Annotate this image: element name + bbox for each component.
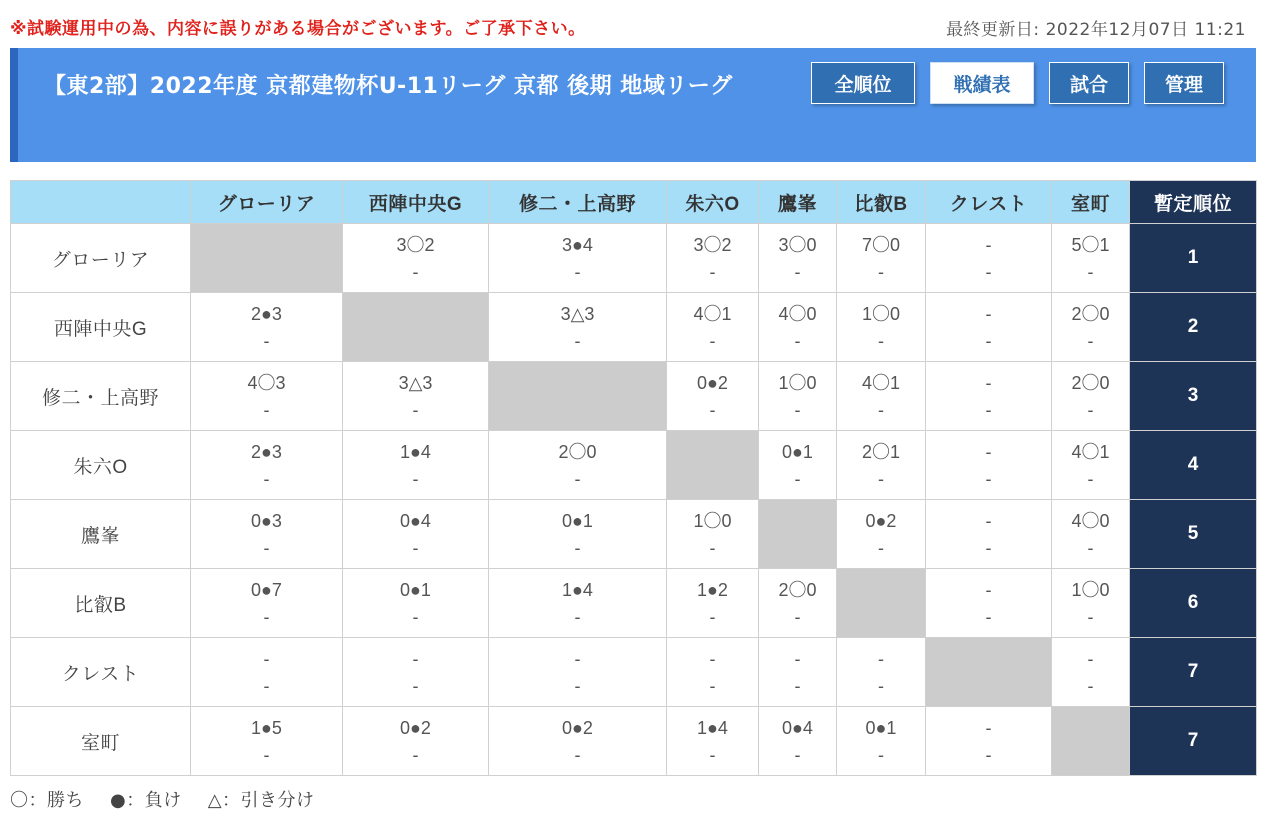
match-result-cell[interactable]	[926, 707, 1052, 776]
match-score: -	[985, 373, 992, 393]
match-second-result: -	[709, 676, 716, 696]
match-score: 1●5	[251, 718, 282, 738]
match-result-cell[interactable]	[926, 500, 1052, 569]
match-second-result: -	[878, 262, 884, 282]
match-second-result: -	[1087, 676, 1094, 696]
match-result-cell[interactable]	[343, 431, 489, 500]
match-score: -	[985, 442, 992, 462]
table-row	[11, 293, 1257, 362]
match-result-cell[interactable]	[191, 431, 343, 500]
header-nav	[811, 62, 1224, 104]
team-name-cell: クレスト	[11, 638, 191, 707]
match-score: 1●4	[400, 442, 431, 462]
match-result-cell[interactable]	[489, 569, 667, 638]
match-score: 0●7	[251, 580, 282, 600]
match-second-result: -	[1087, 607, 1094, 627]
match-score: 4〇0	[1071, 511, 1110, 531]
match-second-result: -	[412, 400, 419, 420]
match-second-result: -	[412, 745, 419, 765]
match-second-result: -	[709, 331, 716, 351]
match-second-result: -	[709, 538, 716, 558]
match-second-result: -	[1087, 538, 1094, 558]
match-second-result: -	[878, 331, 884, 351]
match-score: 1〇0	[778, 373, 817, 393]
team-name-cell: 比叡B	[11, 569, 191, 638]
match-result-cell[interactable]	[667, 500, 759, 569]
table-row	[11, 707, 1257, 776]
match-result-cell[interactable]	[926, 224, 1052, 293]
results-table-container	[10, 180, 1256, 776]
self-match-cell	[343, 293, 489, 362]
match-result-cell[interactable]	[837, 224, 926, 293]
rank-cell: 7	[1130, 707, 1257, 776]
match-second-result: -	[709, 262, 716, 282]
team-name-cell: 鷹峯	[11, 500, 191, 569]
legend-loss: ●：負け	[110, 790, 182, 811]
match-score: -	[985, 580, 992, 600]
results-table	[10, 180, 1257, 776]
match-second-result: -	[985, 400, 992, 420]
match-second-result: -	[985, 262, 992, 282]
column-header: 比叡B	[837, 181, 926, 224]
match-score: 3●4	[562, 235, 593, 255]
match-score: 0●2	[400, 718, 431, 738]
match-second-result: -	[794, 745, 801, 765]
legend-win: 〇：勝ち	[10, 790, 84, 811]
match-result-cell[interactable]	[837, 362, 926, 431]
match-second-result: -	[263, 538, 270, 558]
match-score: 1〇0	[693, 511, 732, 531]
match-result-cell[interactable]	[1052, 638, 1130, 707]
match-score: -	[985, 511, 992, 531]
match-result-cell[interactable]	[191, 293, 343, 362]
match-score: 2〇0	[558, 442, 597, 462]
self-match-cell	[926, 638, 1052, 707]
match-result-cell[interactable]	[1052, 569, 1130, 638]
team-name-cell: 室町	[11, 707, 191, 776]
match-result-cell[interactable]	[191, 362, 343, 431]
match-result-cell[interactable]	[343, 224, 489, 293]
match-second-result: -	[1087, 469, 1094, 489]
match-second-result: -	[794, 676, 801, 696]
match-result-cell[interactable]	[191, 707, 343, 776]
match-result-cell[interactable]	[191, 638, 343, 707]
match-second-result: -	[263, 607, 270, 627]
match-score: 3△3	[398, 373, 433, 393]
match-second-result: -	[709, 607, 716, 627]
match-score: 0●4	[782, 718, 813, 738]
match-score: 4〇1	[861, 373, 901, 393]
match-score: 1●2	[697, 580, 728, 600]
match-result-cell[interactable]	[926, 293, 1052, 362]
rank-cell: 5	[1130, 500, 1257, 569]
match-second-result: -	[985, 469, 992, 489]
match-result-cell[interactable]	[759, 362, 837, 431]
match-score: 4〇0	[778, 304, 817, 324]
self-match-cell	[191, 224, 343, 293]
match-second-result: -	[574, 676, 581, 696]
match-second-result: -	[709, 400, 716, 420]
match-second-result: -	[878, 745, 884, 765]
match-second-result: -	[574, 607, 581, 627]
match-second-result: -	[574, 538, 581, 558]
match-score: 2〇0	[1071, 373, 1110, 393]
match-second-result: -	[263, 745, 270, 765]
match-second-result: -	[794, 400, 801, 420]
match-result-cell[interactable]	[489, 638, 667, 707]
match-score: -	[985, 718, 992, 738]
match-second-result: -	[878, 676, 884, 696]
match-score: 4〇3	[247, 373, 286, 393]
match-second-result: -	[412, 676, 419, 696]
self-match-cell	[489, 362, 667, 431]
match-score: 2〇0	[778, 580, 817, 600]
match-result-cell[interactable]	[489, 293, 667, 362]
match-result-cell[interactable]	[343, 362, 489, 431]
match-score: 0●3	[251, 511, 282, 531]
match-second-result: -	[794, 469, 801, 489]
rank-cell: 1	[1130, 224, 1257, 293]
column-header: 朱六O	[667, 181, 759, 224]
table-body	[11, 224, 1257, 776]
match-score: 1〇0	[1071, 580, 1110, 600]
match-second-result: -	[878, 469, 884, 489]
match-result-cell[interactable]	[343, 500, 489, 569]
match-score: -	[1087, 649, 1094, 669]
match-second-result: -	[263, 469, 270, 489]
match-second-result: -	[263, 676, 270, 696]
match-result-cell[interactable]	[667, 362, 759, 431]
match-score: 0●4	[400, 511, 431, 531]
match-score: -	[985, 304, 992, 324]
match-result-cell[interactable]	[343, 638, 489, 707]
match-result-cell[interactable]	[191, 569, 343, 638]
match-score: 2〇0	[1071, 304, 1110, 324]
match-second-result: -	[1087, 331, 1094, 351]
match-score: -	[985, 235, 992, 255]
match-score: 7〇0	[861, 235, 901, 255]
match-score: -	[263, 649, 270, 669]
match-second-result: -	[1087, 400, 1094, 420]
nav-all-standings-button[interactable]: 全順位	[811, 62, 915, 104]
match-score: 2〇1	[861, 442, 901, 462]
match-second-result: -	[985, 607, 992, 627]
match-score: 5〇1	[1071, 235, 1110, 255]
team-name-cell: グローリア	[11, 224, 191, 293]
table-row	[11, 569, 1257, 638]
page-title: 【東2部】2022年度 京都建物杯U-11リーグ 京都 後期 地域リーグ	[44, 74, 733, 99]
match-result-cell[interactable]	[1052, 224, 1130, 293]
table-row	[11, 224, 1257, 293]
match-score: 3〇2	[693, 235, 732, 255]
match-second-result: -	[985, 538, 992, 558]
match-score: 4〇1	[693, 304, 732, 324]
match-second-result: -	[794, 607, 801, 627]
match-score: 1●4	[562, 580, 593, 600]
match-score: 3△3	[560, 304, 595, 324]
nav-matches-button[interactable]: 試合	[1049, 62, 1129, 104]
team-name-cell: 修二・上高野	[11, 362, 191, 431]
match-result-cell[interactable]	[759, 638, 837, 707]
match-result-cell[interactable]	[343, 569, 489, 638]
match-result-cell[interactable]	[837, 431, 926, 500]
match-score: 4〇1	[1071, 442, 1110, 462]
match-score: 0●2	[697, 373, 728, 393]
match-result-cell[interactable]	[489, 707, 667, 776]
team-name-cell: 西陣中央G	[11, 293, 191, 362]
match-result-cell[interactable]	[667, 707, 759, 776]
match-score: 3〇2	[396, 235, 435, 255]
match-second-result: -	[709, 745, 716, 765]
match-result-cell[interactable]	[1052, 362, 1130, 431]
match-result-cell[interactable]	[926, 362, 1052, 431]
match-score: 1●4	[697, 718, 728, 738]
match-score: 2●3	[251, 304, 282, 324]
match-score: -	[709, 649, 716, 669]
match-score: 0●1	[400, 580, 431, 600]
self-match-cell	[837, 569, 926, 638]
table-row	[11, 362, 1257, 431]
match-score: 0●2	[562, 718, 593, 738]
table-header-row	[11, 181, 1257, 224]
table-row	[11, 638, 1257, 707]
column-header: 室町	[1052, 181, 1130, 224]
match-second-result: -	[574, 745, 581, 765]
match-result-cell[interactable]	[667, 638, 759, 707]
page-header	[10, 48, 1256, 162]
self-match-cell	[667, 431, 759, 500]
column-header: クレスト	[926, 181, 1052, 224]
match-score: -	[794, 649, 801, 669]
column-header: 西陣中央G	[343, 181, 489, 224]
match-result-cell[interactable]	[759, 224, 837, 293]
rank-cell: 4	[1130, 431, 1257, 500]
top-bar	[0, 0, 1280, 46]
match-result-cell[interactable]	[759, 293, 837, 362]
match-result-cell[interactable]	[1052, 431, 1130, 500]
match-result-cell[interactable]	[191, 500, 343, 569]
match-result-cell[interactable]	[837, 293, 926, 362]
match-result-cell[interactable]	[926, 569, 1052, 638]
match-second-result: -	[412, 262, 419, 282]
trial-notice: ※試験運用中の為、内容に誤りがある場合がございます。ご了承下さい。	[10, 19, 586, 39]
match-score: 0●1	[782, 442, 813, 462]
match-score: 0●2	[865, 511, 897, 531]
rank-cell: 2	[1130, 293, 1257, 362]
match-result-cell[interactable]	[667, 569, 759, 638]
match-second-result: -	[985, 331, 992, 351]
legend	[10, 786, 315, 812]
match-second-result: -	[985, 745, 992, 765]
nav-admin-button[interactable]: 管理	[1144, 62, 1224, 104]
match-score: 2●3	[251, 442, 282, 462]
column-header: 鷹峯	[759, 181, 837, 224]
self-match-cell	[759, 500, 837, 569]
match-result-cell[interactable]	[343, 707, 489, 776]
match-second-result: -	[1087, 262, 1094, 282]
match-result-cell[interactable]	[926, 431, 1052, 500]
match-score: -	[878, 649, 884, 669]
match-second-result: -	[412, 469, 419, 489]
match-second-result: -	[878, 538, 884, 558]
match-second-result: -	[794, 331, 801, 351]
match-result-cell[interactable]	[489, 224, 667, 293]
match-second-result: -	[574, 262, 581, 282]
table-row	[11, 500, 1257, 569]
corner-cell	[11, 181, 191, 224]
match-score: -	[574, 649, 581, 669]
match-result-cell[interactable]	[759, 431, 837, 500]
team-name-cell: 朱六O	[11, 431, 191, 500]
match-result-cell[interactable]	[667, 293, 759, 362]
match-result-cell[interactable]	[1052, 500, 1130, 569]
match-second-result: -	[878, 400, 884, 420]
table-row	[11, 431, 1257, 500]
last-updated: 最終更新日: 2022年12月07日 11:21	[945, 20, 1246, 40]
match-result-cell[interactable]	[489, 500, 667, 569]
match-score: 0●1	[865, 718, 897, 738]
match-result-cell[interactable]	[667, 224, 759, 293]
legend-draw: △：引き分け	[207, 790, 315, 811]
match-result-cell[interactable]	[837, 707, 926, 776]
rank-column-header: 暫定順位	[1130, 181, 1257, 224]
match-second-result: -	[574, 469, 581, 489]
match-score: 3〇0	[778, 235, 817, 255]
match-score: 1〇0	[861, 304, 901, 324]
column-header: グローリア	[191, 181, 343, 224]
match-second-result: -	[574, 331, 581, 351]
match-second-result: -	[263, 400, 270, 420]
match-result-cell[interactable]	[837, 500, 926, 569]
rank-cell: 3	[1130, 362, 1257, 431]
match-second-result: -	[794, 262, 801, 282]
match-score: 0●1	[562, 511, 593, 531]
nav-results-table-button[interactable]: 戦績表	[930, 62, 1034, 104]
match-score: -	[412, 649, 419, 669]
match-result-cell[interactable]	[759, 707, 837, 776]
match-result-cell[interactable]	[837, 638, 926, 707]
match-result-cell[interactable]	[1052, 293, 1130, 362]
column-header: 修二・上高野	[489, 181, 667, 224]
match-result-cell[interactable]	[759, 569, 837, 638]
match-second-result: -	[412, 607, 419, 627]
match-result-cell[interactable]	[489, 431, 667, 500]
rank-cell: 7	[1130, 638, 1257, 707]
rank-cell: 6	[1130, 569, 1257, 638]
self-match-cell	[1052, 707, 1130, 776]
match-second-result: -	[412, 538, 419, 558]
match-second-result: -	[263, 331, 270, 351]
